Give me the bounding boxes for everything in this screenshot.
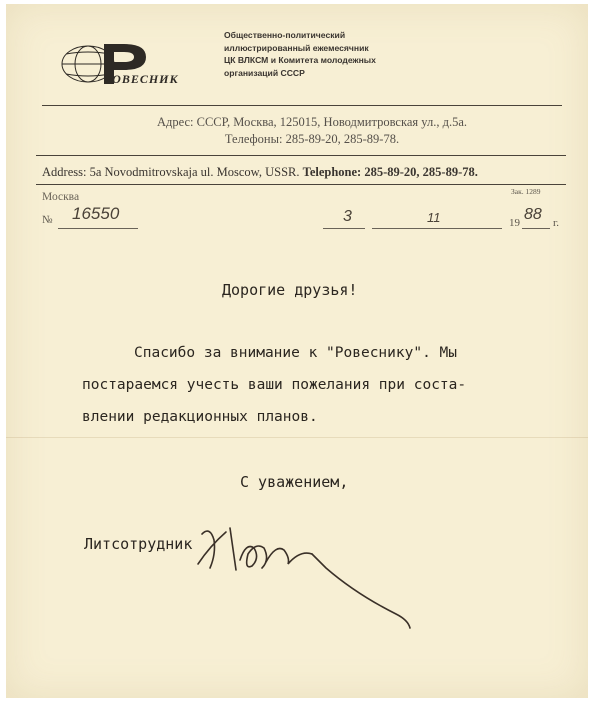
org-description	[224, 29, 454, 79]
paper-fold	[6, 437, 588, 438]
city-label: Москва	[42, 191, 80, 203]
date-month: 11	[427, 210, 441, 225]
greeting: Дорогие друзья!	[222, 281, 358, 299]
closing: С уважением,	[240, 473, 349, 491]
rule-top	[42, 105, 562, 106]
address-en: Address: 5a Novodmitrovskaja ul. Moscow, USSR.	[42, 165, 300, 179]
body-line: влении редакционных планов.	[82, 409, 318, 425]
handwritten-signature	[196, 524, 436, 634]
year-prefix: 19	[509, 217, 520, 229]
date-month-line	[372, 228, 502, 229]
org-line: ЦК ВЛКСМ и Комитета молодежных	[224, 55, 376, 65]
number-underline	[58, 228, 138, 229]
number-label: №	[42, 214, 53, 226]
address-en-block	[42, 165, 478, 180]
date-day-line	[323, 228, 365, 229]
org-line: иллюстрированный ежемесячник	[224, 42, 369, 53]
year-suffix: 88	[524, 206, 542, 223]
date-day: 3	[343, 208, 352, 225]
phones-ru: Телефоны: 285-89-20, 285-89-78.	[224, 132, 400, 146]
address-ru: Адрес: СССР, Москва, 125015, Новодмитровская ул., д.5а.	[156, 115, 468, 129]
rule-middle	[36, 155, 566, 156]
org-line: Общественно-политический	[224, 30, 346, 40]
order-number: Зак. 1289	[511, 187, 541, 196]
body-line: постараемся учесть ваши пожелания при соста-	[82, 377, 467, 393]
rule-bottom	[36, 184, 566, 185]
phones-en: Telephone: 285-89-20, 285-89-78.	[302, 165, 478, 179]
reference-number: 16550	[72, 204, 120, 223]
year-unit: г.	[553, 217, 560, 229]
address-ru-block	[102, 114, 522, 148]
letter-sheet	[6, 4, 588, 698]
body-line: Спасибо за внимание к "Ровеснику". Мы	[134, 345, 458, 361]
logo-wordmark: РОВЕСНИК	[104, 72, 179, 86]
org-line: организаций СССР	[224, 67, 305, 78]
signer-title: Литсотрудник	[84, 535, 193, 553]
year-line	[522, 228, 550, 229]
